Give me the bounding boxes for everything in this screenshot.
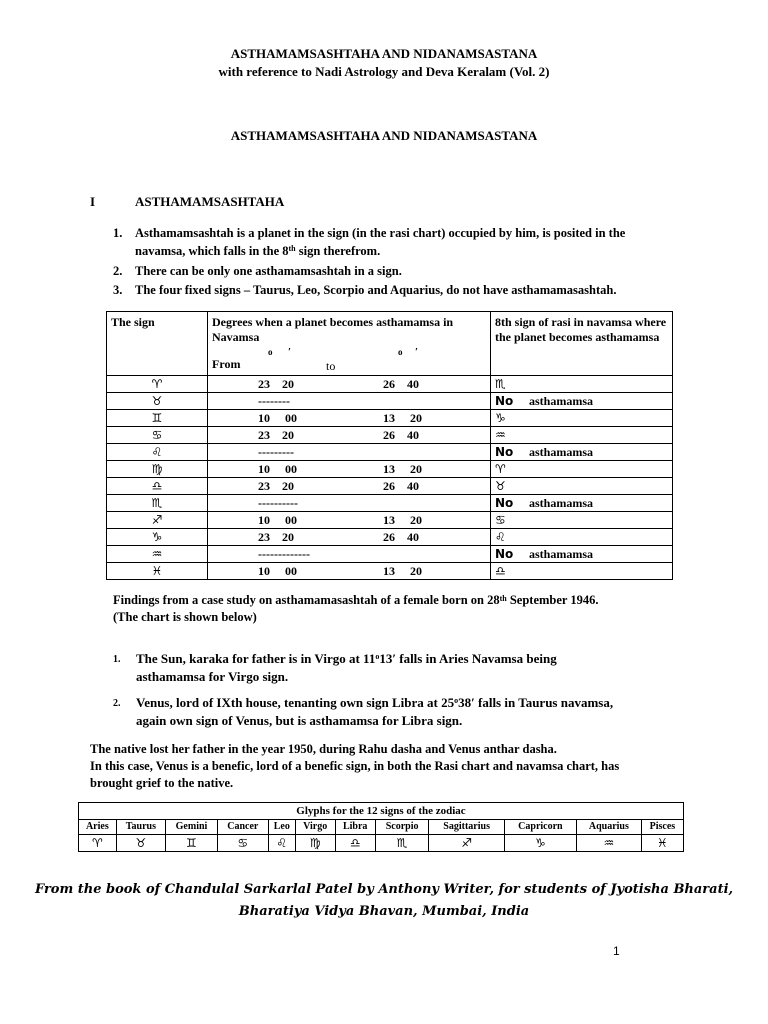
case-point-text: falls in Aries Navamsa being [395,651,557,666]
zodiac-name: Capricorn [504,820,576,835]
case-point [113,694,673,730]
table-row [107,546,673,563]
rule-number: 1. [113,226,123,240]
sign-glyph: ♓ [107,563,208,580]
zodiac-glyph: ♎ [335,835,375,852]
eighth-sign [491,461,673,478]
superscript: th [288,244,296,253]
zodiac-glyph: ♍ [295,835,335,852]
eighth-sign-note: asthamamsa [529,547,594,561]
page-number: 1 [613,944,620,958]
rule-text: There can be only one asthamamsashtah in a sign. [135,264,402,278]
eighth-sign [491,529,673,546]
header-sign: The sign [107,312,208,376]
from-label: From [212,357,241,371]
zodiac-glyph: ♏ [375,835,429,852]
degree-range [208,461,491,478]
case-point-text: Venus, lord of IXth house, tenanting own sign Libra at 25 [136,695,455,710]
rule-text-line: Asthamamsashtah is a planet in the sign (in the rasi chart) occupied by him, is posited in the [135,226,626,240]
eighth-sign [491,512,673,529]
glyph-names-row [79,820,684,835]
degree-to: 13 20 [383,411,422,425]
degree-to: 13 20 [383,462,422,476]
findings-text: September 1946. [506,593,599,607]
degree-range [208,546,491,563]
header-eighth-sign: 8th sign of rasi in navamsa where the planet becomes asthamamsa [491,312,673,376]
section-roman: I [90,194,96,209]
findings-intro [113,592,599,626]
eighth-sign-value: ♈ [495,462,506,476]
table-row [107,393,673,410]
rule-text: The four fixed signs – Taurus, Leo, Scorpio and Aquarius, do not have asthamamasashtah. [135,283,617,297]
eighth-sign-value: ♉ [495,479,506,493]
zodiac-glyph: ♋ [217,835,268,852]
sign-glyph: ♋ [107,427,208,444]
minute-symbol: ′ [288,346,292,358]
case-point-text: 13 [379,651,393,666]
eighth-sign-value: ♋ [495,513,506,527]
section-title: ASTHAMAMSASHTAHA AND NIDANAMSASTANA [230,128,538,143]
zodiac-glyph-table [78,802,684,852]
sign-glyph: ♏ [107,495,208,512]
eighth-sign-value: ♎ [495,564,506,578]
to-label: to [326,359,336,373]
degree-from: 23 20 [258,377,294,391]
eighth-sign-note: asthamamsa [529,394,594,408]
degree-range [208,563,491,580]
eighth-sign-value: No [495,496,514,510]
zodiac-glyph: ♒ [576,835,641,852]
zodiac-glyph: ♓ [641,835,683,852]
degree-to: 26 40 [383,428,419,442]
findings-text: Findings from a case study on asthamamasashtah of a female born on 28 [113,593,500,607]
sign-glyph: ♑ [107,529,208,546]
sign-glyph: ♒ [107,546,208,563]
degree-from: 10 00 [258,462,297,476]
degree-range [208,512,491,529]
eighth-sign [491,410,673,427]
case-point-number: 1. [113,654,121,665]
eighth-sign [491,427,673,444]
degree-range [208,529,491,546]
zodiac-glyph: ♌ [268,835,295,852]
case-point-text: again own sign of Venus, but is asthamamsa for Libra sign. [136,713,463,728]
eighth-sign-value: ♏ [495,377,506,391]
degree-range [208,376,491,393]
eighth-sign [491,546,673,563]
sign-glyph: ♌ [107,444,208,461]
zodiac-name: Aquarius [576,820,641,835]
degree-from: -------- [258,394,290,408]
zodiac-name: Cancer [217,820,268,835]
findings-note: (The chart is shown below) [113,610,257,624]
case-point-text: falls in Taurus navamsa, [474,695,614,710]
zodiac-glyph: ♉ [116,835,165,852]
degree-from: 23 20 [258,479,294,493]
case-point-text: 38 [458,695,472,710]
zodiac-name: Libra [335,820,375,835]
sign-glyph: ♐ [107,512,208,529]
sign-glyph: ♍ [107,461,208,478]
eighth-sign-note: asthamamsa [529,496,594,510]
conclusion-line: brought grief to the native. [90,776,234,790]
table-row [107,461,673,478]
degree-range [208,478,491,495]
degree-from: 23 20 [258,530,294,544]
eighth-sign [491,393,673,410]
zodiac-name: Gemini [166,820,218,835]
table-row [107,478,673,495]
zodiac-name: Virgo [295,820,335,835]
eighth-sign [491,563,673,580]
zodiac-glyph: ♑ [504,835,576,852]
header-degrees-label: Degrees when a planet becomes asthamamsa in Navamsa [212,315,454,344]
table-header-row [107,312,673,376]
zodiac-name: Taurus [116,820,165,835]
degree-range [208,444,491,461]
degree-from: 10 00 [258,411,297,425]
eighth-sign [491,495,673,512]
eighth-sign [491,478,673,495]
zodiac-name: Scorpio [375,820,429,835]
degree-to: 26 40 [383,377,419,391]
degree-symbol: o [375,652,380,661]
zodiac-name: Sagittarius [429,820,505,835]
sign-glyph: ♎ [107,478,208,495]
degree-from: 10 00 [258,513,297,527]
eighth-sign-value: ♒ [495,428,506,442]
table-row [107,495,673,512]
conclusion-line: The native lost her father in the year 1950, during Rahu dasha and Venus anthar dasha. [90,742,557,756]
zodiac-glyph: ♈ [79,835,117,852]
minute-symbol: ′ [415,346,419,358]
table-row [107,512,673,529]
conclusion-line: In this case, Venus is a benefic, lord of a benefic sign, in both the Rasi chart and navamsa chart, has [90,759,620,773]
glyph-symbols-row [79,835,684,852]
case-point-text: The Sun, karaka for father is in Virgo at 11 [136,651,376,666]
table-row [107,427,673,444]
table-row [107,563,673,580]
zodiac-name: Pisces [641,820,683,835]
minute-symbol: ′ [392,651,396,666]
eighth-sign-value: ♑ [495,411,506,425]
document-subtitle: with reference to Nadi Astrology and Deva Keralam (Vol. 2) [218,64,550,79]
zodiac-name: Aries [79,820,117,835]
eighth-sign-value: ♌ [495,530,506,544]
table-row [107,376,673,393]
degree-to: 26 40 [383,530,419,544]
degree-from: --------- [258,445,294,459]
rule-number: 2. [113,264,123,278]
rule-text-line: sign therefrom. [295,244,381,258]
eighth-sign-note: asthamamsa [529,445,594,459]
degree-symbol: o [454,696,459,705]
document-title: ASTHAMAMSASHTAHA AND NIDANAMSASTANA [230,46,538,61]
table-row [107,444,673,461]
zodiac-glyph: ♐ [429,835,505,852]
degree-to: 13 20 [383,513,422,527]
degree-range [208,410,491,427]
credit-line: From the book of Chandulal Sarkarlal Patel by Anthony Writer, for students of Jyotisha Bharati, [34,882,734,897]
eighth-sign-value: No [495,445,514,459]
conclusion-paragraph [90,741,690,792]
degree-from: 10 00 [258,564,297,578]
eighth-sign [491,444,673,461]
zodiac-name: Leo [268,820,295,835]
case-point [113,650,673,686]
header-degrees [208,312,491,376]
degree-range [208,427,491,444]
superscript: th [499,594,507,603]
degree-from: ---------- [258,496,298,510]
rule-text [135,224,695,260]
case-point-text: asthamamsa for Virgo sign. [136,669,289,684]
credit-line: Bharatiya Vidya Bhavan, Mumbai, India [238,904,530,919]
eighth-sign-value: No [495,394,514,408]
eighth-sign [491,376,673,393]
degree-symbol: o [398,347,403,357]
degree-symbol: o [268,347,273,357]
degree-from: 23 20 [258,428,294,442]
table-row [107,410,673,427]
degree-to: 26 40 [383,479,419,493]
rule-number: 3. [113,283,123,297]
table-row [107,529,673,546]
minute-symbol: ′ [471,695,475,710]
rule-text-line: navamsa, which falls in the 8 [135,244,289,258]
glyph-table-caption: Glyphs for the 12 signs of the zodiac [79,803,684,820]
sign-glyph: ♊ [107,410,208,427]
asthamamsa-table [106,311,673,580]
sign-glyph: ♈ [107,376,208,393]
sign-glyph: ♉ [107,393,208,410]
section-heading: ASTHAMAMSASHTAHA [135,194,285,209]
zodiac-glyph: ♊ [166,835,218,852]
eighth-sign-value: No [495,547,514,561]
case-point-number: 2. [113,698,121,709]
degree-range [208,393,491,410]
degree-to: 13 20 [383,564,422,578]
degree-range [208,495,491,512]
degree-from: ------------- [258,547,310,561]
